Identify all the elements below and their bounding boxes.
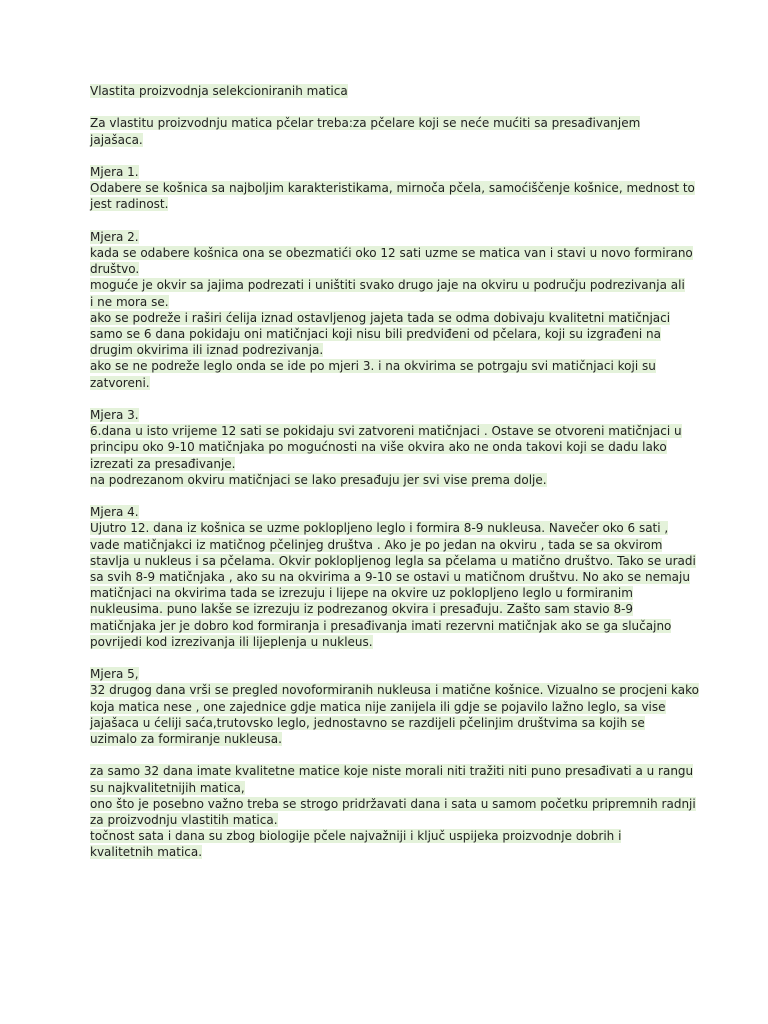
paragraph — [90, 164, 695, 213]
highlighted-text: nukleusima. puno lakše se izrezuju iz podrezanog okvira i presađuju. Zašto sam stavio 8-9 — [90, 602, 634, 617]
paragraph — [90, 763, 696, 860]
title-text: Vlastita proizvodnja selekcioniranih matica — [90, 84, 348, 98]
highlighted-text: Mjera 3. — [90, 408, 139, 422]
text-line — [90, 634, 690, 650]
highlighted-text: sa svih 8-9 matičnjaka , ako su na okvirima a 9-10 se ostavi u matičnom društvu. No ako se nemaju — [90, 570, 690, 585]
text-line — [90, 310, 690, 326]
highlighted-text: Mjera 2. — [90, 229, 139, 244]
paragraph — [90, 666, 699, 747]
highlighted-text: za proizvodnju vlastitih matica. — [90, 813, 278, 828]
text-line — [90, 423, 690, 439]
text-line — [90, 553, 696, 569]
text-line — [90, 342, 690, 358]
highlighted-text: Mjera 5, — [90, 667, 139, 682]
highlighted-text: stavlja u nukleus i sa pčelama. Okvir poklopljenog legla sa pčelama u matično društvo. Tako se uradi — [90, 553, 696, 568]
highlighted-text: zatvoreni. — [90, 375, 150, 390]
highlighted-text: matičnjaka jer je dobro kod formiranja i presađivanja imati rezervni matičnjak ako se ga slučajno — [90, 618, 672, 633]
text-line — [90, 294, 690, 310]
highlighted-text: i ne mora se. — [90, 294, 169, 309]
text-line — [90, 132, 690, 148]
highlighted-text: jajašaca u ćeliji saća,trutovsko leglo, jednostavno se razdijeli pčelinjim društvima sa kojih se — [90, 715, 645, 730]
text-line — [90, 261, 690, 277]
text-line — [90, 229, 690, 245]
highlighted-text: uzimalo za formiranje nukleusa. — [90, 732, 282, 747]
highlighted-text: društvo. — [90, 262, 140, 277]
text-line — [90, 375, 690, 391]
text-line — [90, 796, 696, 812]
text-line — [90, 812, 690, 828]
text-line — [90, 715, 690, 731]
text-line — [90, 666, 690, 682]
text-line — [90, 699, 690, 715]
highlighted-text: za samo 32 dana imate kvalitetne matice koje niste morali niti tražiti niti puno presađivati a u rangu — [90, 764, 694, 779]
text-line — [90, 585, 690, 601]
text-line — [90, 844, 690, 860]
text-line — [90, 520, 690, 536]
document-title — [90, 83, 690, 99]
text-line — [90, 472, 690, 488]
highlighted-text: Odabere se košnica sa najboljim karakteristikama, mirnoča pčela, samoćiščenje košnice, mednost to — [90, 181, 695, 196]
highlighted-text: Mjera 4. — [90, 505, 139, 520]
text-line — [90, 682, 699, 698]
highlighted-text: izrezati za presađivanje. — [90, 456, 236, 471]
text-line — [90, 196, 690, 212]
highlighted-text: drugim okvirima ili iznad podrezivanja. — [90, 343, 324, 358]
text-line — [90, 407, 690, 423]
highlighted-text: točnost sata i dana su zbog biologije pčele najvažniji i ključ uspijeka proizvodnje dobrih i — [90, 829, 622, 844]
highlighted-text: 6.dana u isto vrijeme 12 sati se pokidaju svi zatvoreni matičnjaci . Ostave se otvoreni matičnjaci u — [90, 424, 682, 439]
text-line — [90, 618, 690, 634]
text-line — [90, 180, 695, 196]
highlighted-text: kada se odabere košnica ona se obezmatići oko 12 sati uzme se matica van i stavi u novo formirano — [90, 245, 693, 260]
highlighted-text: kvalitetnih matica. — [90, 845, 203, 860]
paragraph — [90, 504, 696, 650]
highlighted-text: Mjera 1. — [90, 164, 139, 179]
highlighted-text: Za vlastitu proizvodnju matica pčelar treba:za pčelare koji se neće mućiti sa presađivanjem — [90, 116, 641, 131]
paragraph — [90, 115, 690, 147]
text-line — [90, 439, 690, 455]
text-line — [90, 569, 690, 585]
text-line — [90, 780, 690, 796]
highlighted-text: ono što je posebno važno treba se strogo pridržavati dana i sata u samom početku pripremnih radnji — [90, 796, 696, 811]
text-line — [90, 164, 690, 180]
highlighted-text: matičnjaci na okvirima tada se izrezuju i lijepe na okvire uz poklopljeno leglo u formiranim — [90, 586, 633, 601]
highlighted-text: ako se podreže i raširi ćelija iznad ostavljenog jajeta tada se odma dobivaju kvalitetni matičnjaci — [90, 310, 671, 325]
text-line — [90, 828, 690, 844]
text-line — [90, 504, 690, 520]
highlighted-text: povrijedi kod izrezivanja ili lijeplenja u nukleus. — [90, 634, 373, 649]
highlighted-text: Ujutro 12. dana iz košnica se uzme poklopljeno leglo i formira 8-9 nukleusa. Navečer oko 6 sati , — [90, 521, 669, 536]
text-line — [90, 358, 690, 374]
highlighted-text: su najkvalitetnijih matica, — [90, 780, 245, 795]
highlighted-text: na podrezanom okviru matičnjaci se lako presađuju jer svi vise prema dolje. — [90, 472, 547, 487]
highlighted-text: principu oko 9-10 matičnjaka po mogućnosti na više okvira ako ne onda takovi koji se dadu lako — [90, 440, 667, 455]
paragraph — [90, 407, 690, 488]
text-line — [90, 456, 690, 472]
highlighted-text: jajašaca. — [90, 132, 143, 147]
document-body — [90, 115, 699, 860]
text-line — [90, 115, 690, 131]
highlighted-text: koja matica nese , one zajednice gdje matica nije zanijela ili gdje se pojavilo lažno leglo, sa vise — [90, 699, 666, 714]
text-line — [90, 763, 694, 779]
text-line — [90, 731, 690, 747]
highlighted-text: 32 drugog dana vrši se pregled novoformiranih nukleusa i matične košnice. Vizualno se procjeni kako — [90, 683, 699, 698]
highlighted-text: moguće je okvir sa jajima podrezati i uništiti svako drugo jaje na okviru u području podrezivanja ali — [90, 278, 685, 293]
text-line — [90, 601, 690, 617]
highlighted-text: samo se 6 dana pokidaju oni matičnjaci koji nisu bili predviđeni od pčelara, koji su izgrađeni na — [90, 327, 661, 341]
document-page — [90, 83, 699, 877]
paragraph — [90, 229, 693, 391]
highlighted-text: vade matičnjakci iz matičnog pčelinjeg društva . Ako je po jedan na okviru , tada se sa okvirom — [90, 537, 663, 552]
text-line — [90, 326, 690, 342]
highlighted-text: ako se ne podreže leglo onda se ide po mjeri 3. i na okvirima se potrgaju svi matičnjaci koji su — [90, 359, 656, 374]
highlighted-text: jest radinost. — [90, 197, 169, 212]
text-line — [90, 277, 690, 293]
text-line — [90, 537, 690, 553]
text-line — [90, 245, 693, 261]
